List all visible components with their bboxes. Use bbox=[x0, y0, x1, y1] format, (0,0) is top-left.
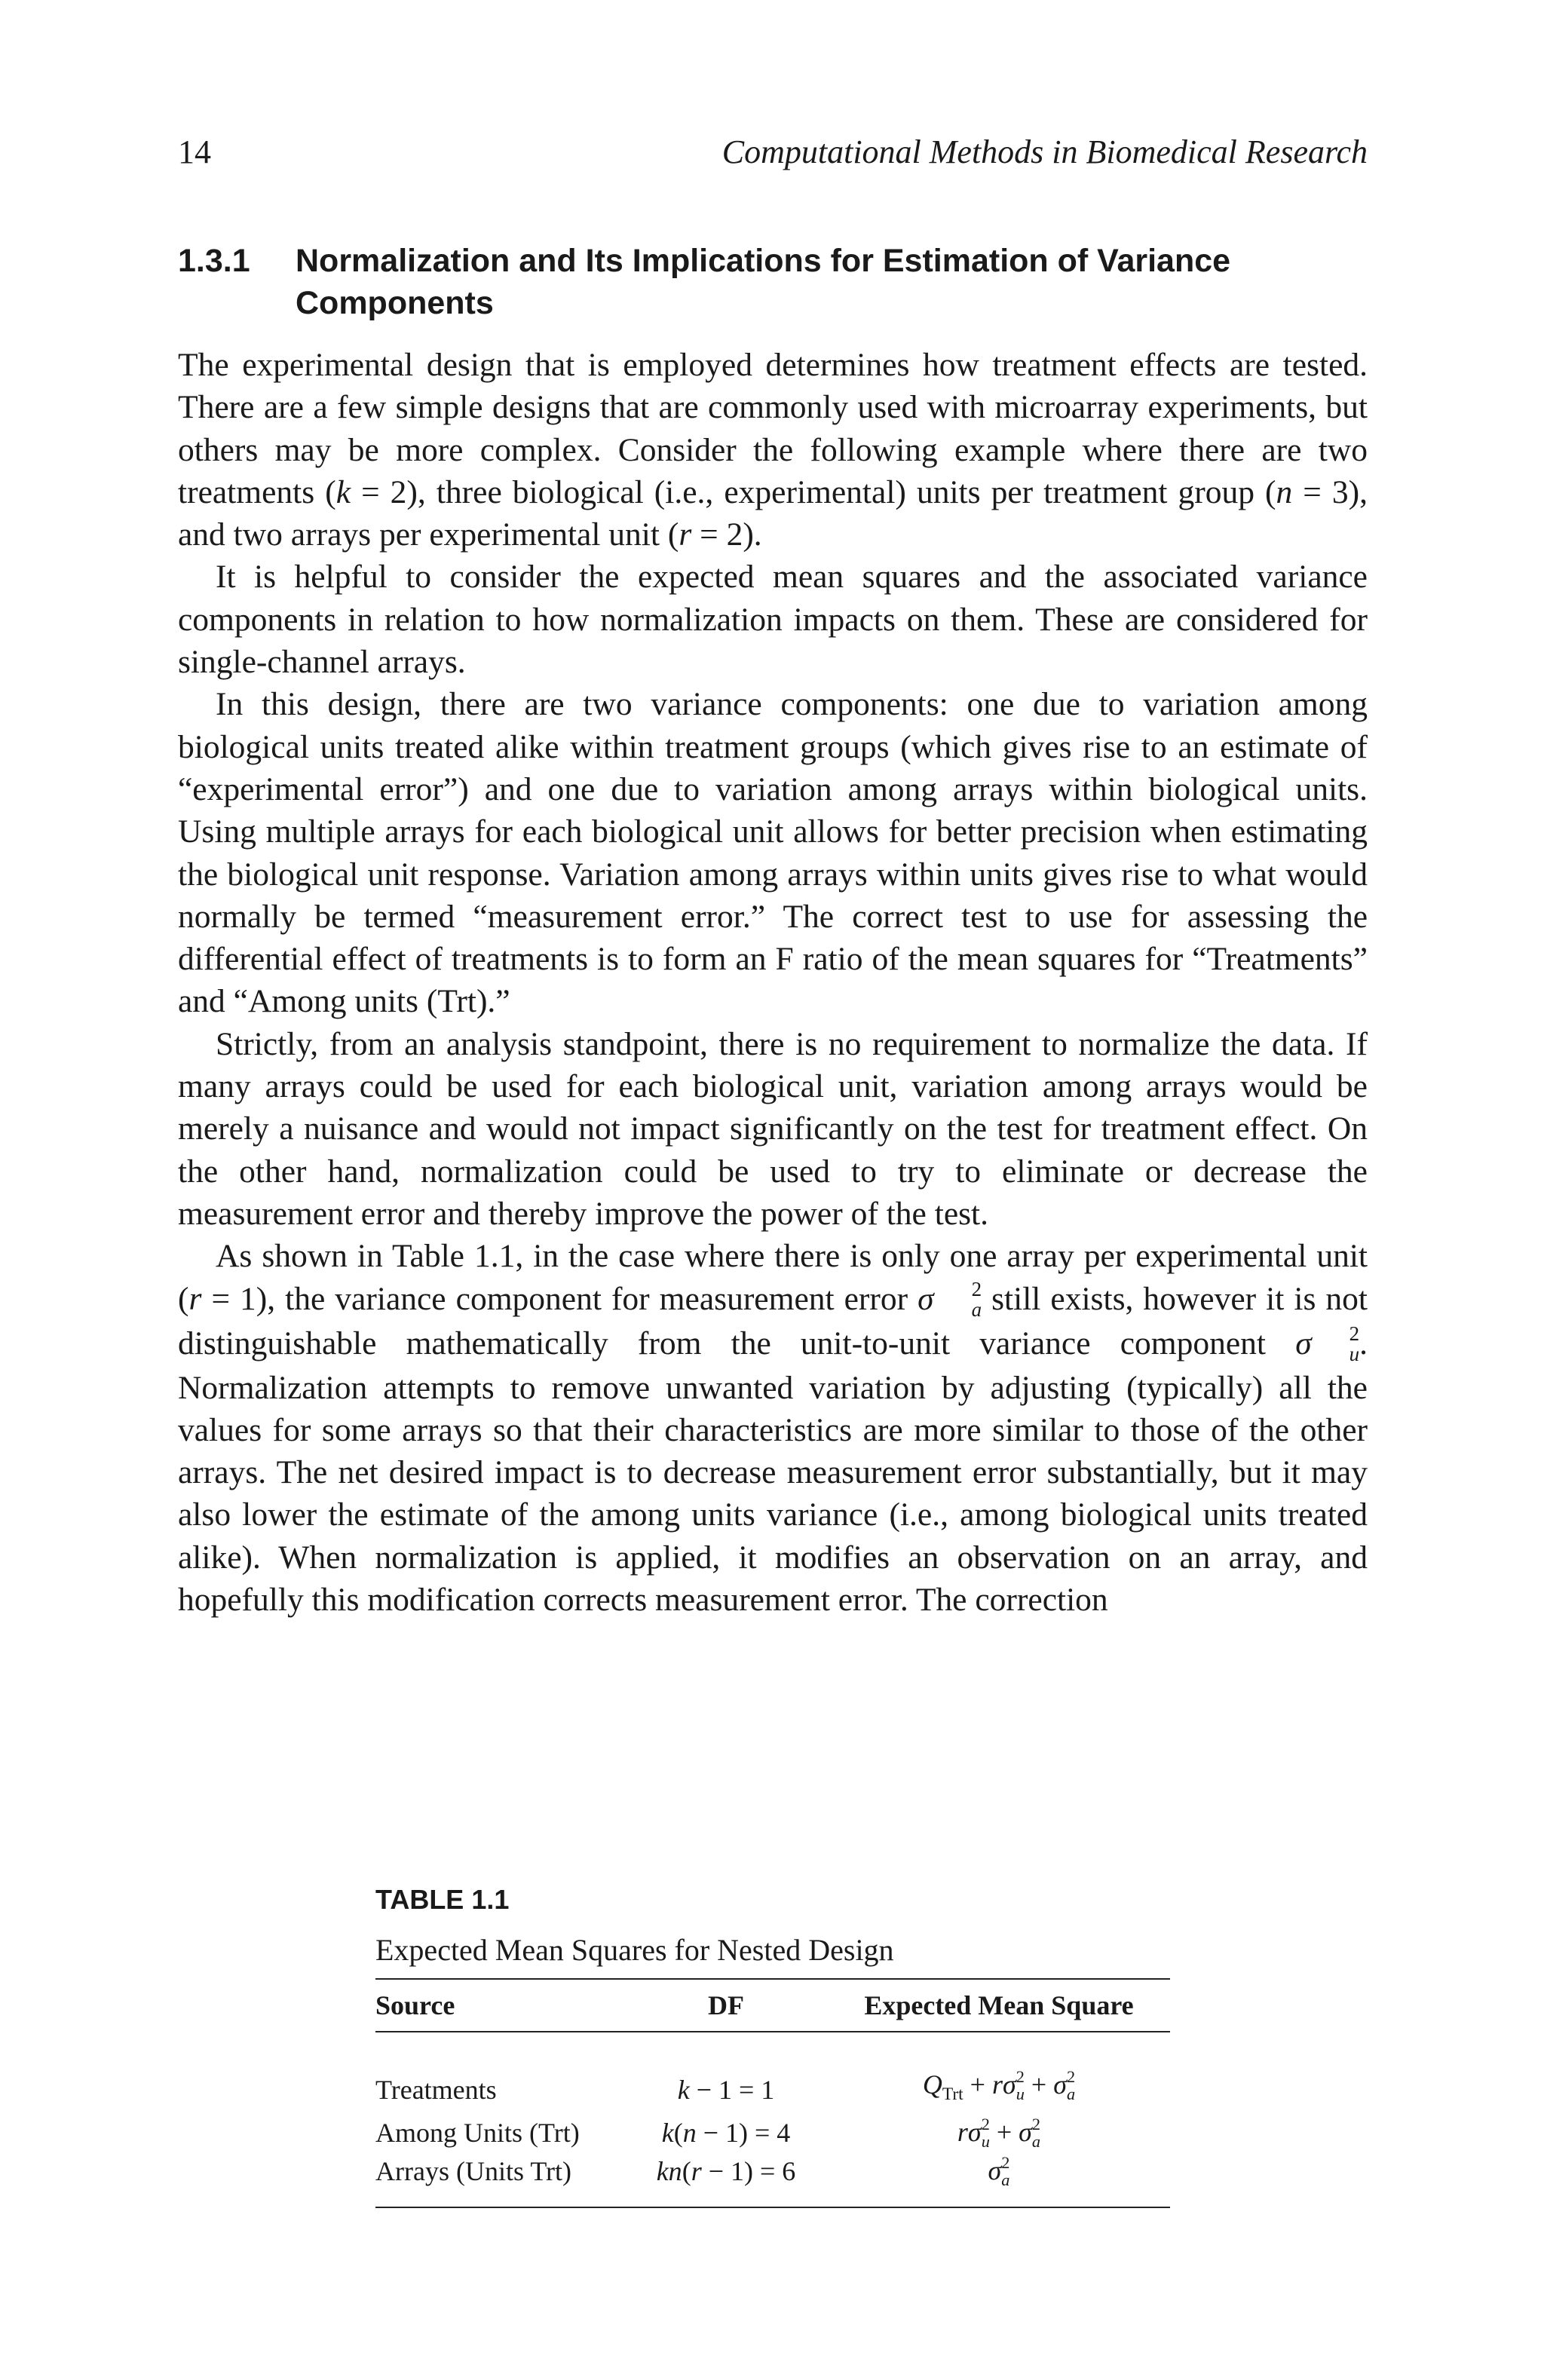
table-row bbox=[375, 2032, 1170, 2113]
cell-df: k(n − 1) = 4 bbox=[661, 2117, 791, 2148]
cell-source: Treatments bbox=[375, 2074, 497, 2105]
cell-source: Among Units (Trt) bbox=[375, 2117, 580, 2148]
cell-ems: $Q_{Trt} + r\sigma$ 2 u + σ 2 a bbox=[922, 2067, 1076, 2105]
table-1-1 bbox=[375, 1883, 1170, 2208]
table-row bbox=[375, 2113, 1170, 2152]
running-head bbox=[178, 133, 1368, 178]
table-label: TABLE 1.1 bbox=[375, 1884, 510, 1915]
cell-df: kn(r − 1) = 6 bbox=[624, 2152, 828, 2207]
body-text bbox=[178, 344, 1368, 1621]
section-number: 1.3.1 bbox=[178, 243, 250, 279]
table-caption: Expected Mean Squares for Nested Design bbox=[375, 1933, 894, 1967]
cell-ems: σ 2 a bbox=[828, 2152, 1170, 2207]
paragraph: The experimental design that is employed determines how treatment effects are tested. There are a few simple designs that are commonly used with microarray experiments, but others may be more complex. Consider the following example where there are two treatments (k = 2), three biological (i.e., experimental) units per treatment group (n = 3), and two arrays per experimental unit (r = 2). bbox=[178, 347, 1368, 553]
header-source: Source bbox=[375, 1979, 624, 2032]
cell-df: k − 1 = 1 bbox=[677, 2074, 775, 2105]
book-page bbox=[178, 0, 1368, 2380]
header-expected-mean-square: Expected Mean Square bbox=[828, 1979, 1170, 2032]
paragraph: In this design, there are two variance components: one due to variation among biological units treated alike within treatment groups (which gives rise to an estimate of “experimental error”) and one due to variation among arrays within biological units. Using multiple arrays for each biological unit allows for better precision when estimating the biological unit response. Variation among arrays within units gives rise to what would normally be termed “measurement error.” The correct test to use for assessing the differential effect of treatments is to form an F ratio of the mean squares for “Treatments” and “Among units (Trt).” bbox=[178, 686, 1368, 1020]
cell-ems: rσ 2 u + σ 2 a bbox=[957, 2115, 1041, 2151]
paragraph: As shown in Table 1.1, in the case where there is only one array per experimental unit (r = 1), the variance component for measurement error σ 2 a still exists, however it is not distinguishable mathematically from the unit-to-unit variance component σ 2 u . Normalization attempts to remove unwanted variation by adjusting (typically) all the values for some arrays so that their characteristics are more similar to those of the other arrays. The net desired impact is to decrease measurement error substantially, but it may also lower the estimate of the among units variance (i.e., among biological units treated alike). When normalization is applied, it modifies an observation on an array, and hopefully this modification corrects measurement error. The correction bbox=[178, 1238, 1368, 1618]
book-title: Computational Methods in Biomedical Research bbox=[721, 133, 1368, 170]
paragraph: Strictly, from an analysis standpoint, there is no requirement to normalize the data. If many arrays could be used for each biological unit, variation among arrays would be merely a nuisance and would not impact significantly on the test for treatment effect. On the other hand, normalization could be used to try to eliminate or decrease the measurement error and thereby improve the power of the test. bbox=[178, 1025, 1368, 1232]
page-number: 14 bbox=[178, 133, 211, 170]
expected-mean-squares-table bbox=[375, 1978, 1170, 2208]
table-row bbox=[375, 2152, 1170, 2207]
table-header-row bbox=[375, 1979, 1170, 2032]
section-title: Normalization and Its Implications for Estimation of Variance Components bbox=[296, 243, 1231, 321]
header-df: DF bbox=[624, 1979, 828, 2032]
paragraph: It is helpful to consider the expected mean squares and the associated variance components in relation to how normalization impacts on them. These are considered for single-channel arrays. bbox=[178, 559, 1368, 681]
cell-source: Arrays (Units Trt) bbox=[375, 2152, 624, 2207]
